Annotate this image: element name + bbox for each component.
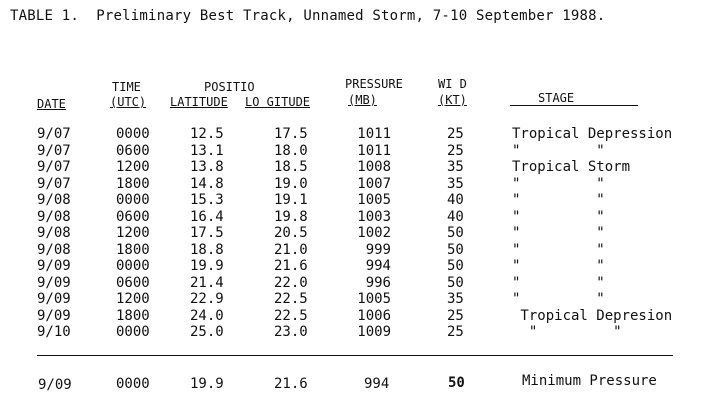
header-longitude: LO GITUDE	[245, 95, 311, 109]
cell-date: 9/09	[37, 274, 71, 291]
cell-time: 0000	[116, 258, 150, 274]
cell-stage: Tropical Depression	[512, 126, 673, 142]
cell-stage: " "	[512, 258, 605, 274]
cell-longitude: 17.5	[274, 126, 308, 142]
cell-longitude: 23.0	[274, 324, 308, 340]
cell-stage: Tropical Storm	[512, 159, 631, 175]
cell-time: 1800	[116, 241, 150, 258]
cell-longitude: 21.6	[274, 258, 308, 274]
summary-pressure: 994	[364, 376, 390, 392]
stage-underline	[510, 105, 638, 106]
cell-date: 9/07	[37, 126, 71, 142]
cell-pressure: 1003	[357, 208, 391, 225]
cell-stage: " "	[512, 225, 605, 241]
header-pressure-bottom: (MB)	[348, 93, 377, 107]
cell-latitude: 19.9	[190, 258, 224, 274]
cell-longitude: 22.5	[274, 291, 308, 307]
header-position: POSITIO	[204, 80, 255, 94]
cell-wind: 50	[447, 225, 464, 241]
cell-pressure: 1011	[357, 142, 391, 159]
cell-wind: 50	[447, 241, 464, 258]
cell-pressure: 1011	[357, 126, 391, 142]
cell-stage: Tropical Depresion	[512, 307, 673, 324]
cell-pressure: 1007	[357, 175, 391, 192]
cell-time: 1800	[116, 307, 150, 324]
cell-time: 1200	[116, 291, 150, 307]
header-wind-bottom: (KT)	[438, 93, 467, 107]
cell-stage: " "	[512, 142, 605, 159]
cell-date: 9/08	[37, 241, 71, 258]
cell-wind: 25	[447, 324, 464, 340]
cell-longitude: 19.8	[274, 208, 308, 225]
cell-time: 0600	[116, 208, 150, 225]
cell-pressure: 994	[365, 258, 391, 274]
cell-wind: 40	[447, 192, 464, 208]
cell-date: 9/07	[37, 175, 71, 192]
cell-date: 9/09	[37, 291, 71, 307]
cell-longitude: 19.1	[274, 192, 308, 208]
cell-date: 9/09	[37, 307, 71, 324]
summary-longitude: 21.6	[274, 376, 308, 392]
cell-date: 9/07	[37, 159, 71, 175]
cell-pressure: 1002	[357, 225, 391, 241]
header-latitude: LATITUDE	[170, 95, 228, 109]
summary-stage: Minimum Pressure	[522, 373, 657, 389]
cell-longitude: 20.5	[274, 225, 308, 241]
summary-time: 0000	[116, 376, 150, 392]
cell-time: 0000	[116, 126, 150, 142]
cell-pressure: 1005	[357, 192, 391, 208]
cell-date: 9/08	[37, 192, 71, 208]
header-time-bottom: (UTC)	[110, 95, 147, 109]
cell-latitude: 16.4	[190, 208, 224, 225]
cell-date: 9/08	[37, 225, 71, 241]
cell-wind: 35	[447, 175, 464, 192]
cell-wind: 50	[447, 274, 464, 291]
header-stage: STAGE	[538, 91, 575, 105]
cell-time: 0000	[116, 324, 150, 340]
cell-longitude: 18.0	[274, 142, 308, 159]
cell-longitude: 18.5	[274, 159, 308, 175]
summary-date: 9/09	[38, 377, 72, 393]
cell-wind: 25	[447, 126, 464, 142]
cell-longitude: 22.0	[274, 274, 308, 291]
cell-time: 1200	[116, 159, 150, 175]
cell-stage: " "	[512, 192, 605, 208]
cell-latitude: 22.9	[190, 291, 224, 307]
cell-time: 0600	[116, 274, 150, 291]
cell-stage: " "	[512, 324, 622, 340]
cell-latitude: 13.1	[190, 142, 224, 159]
cell-time: 1200	[116, 225, 150, 241]
cell-latitude: 21.4	[190, 274, 224, 291]
cell-latitude: 13.8	[190, 159, 224, 175]
cell-date: 9/07	[37, 142, 71, 159]
cell-date: 9/08	[37, 208, 71, 225]
cell-stage: " "	[512, 291, 605, 307]
cell-pressure: 999	[365, 241, 391, 258]
cell-longitude: 21.0	[274, 241, 308, 258]
cell-pressure: 1006	[357, 307, 391, 324]
summary-latitude: 19.9	[190, 376, 224, 392]
cell-longitude: 22.5	[274, 307, 308, 324]
cell-pressure: 1009	[357, 324, 391, 340]
summary-divider	[37, 355, 673, 356]
cell-pressure: 1005	[357, 291, 391, 307]
cell-longitude: 19.0	[274, 175, 308, 192]
header-time-top: TIME	[112, 80, 141, 94]
cell-wind: 35	[447, 291, 464, 307]
cell-pressure: 1008	[357, 159, 391, 175]
cell-latitude: 15.3	[190, 192, 224, 208]
cell-wind: 25	[447, 142, 464, 159]
cell-date: 9/10	[37, 324, 71, 340]
cell-latitude: 12.5	[190, 126, 224, 142]
cell-stage: " "	[512, 175, 605, 192]
cell-wind: 50	[447, 258, 464, 274]
cell-wind: 35	[447, 159, 464, 175]
cell-time: 0600	[116, 142, 150, 159]
cell-time: 1800	[116, 175, 150, 192]
header-pressure-top: PRESSURE	[345, 77, 403, 91]
cell-latitude: 25.0	[190, 324, 224, 340]
cell-latitude: 18.8	[190, 241, 224, 258]
cell-stage: " "	[512, 274, 605, 291]
cell-stage: " "	[512, 208, 605, 225]
cell-pressure: 996	[365, 274, 391, 291]
cell-latitude: 17.5	[190, 225, 224, 241]
cell-latitude: 14.8	[190, 175, 224, 192]
table-title: TABLE 1. Preliminary Best Track, Unnamed Storm, 7-10 September 1988.	[10, 8, 606, 24]
cell-latitude: 24.0	[190, 307, 224, 324]
header-date: DATE	[37, 97, 66, 111]
cell-time: 0000	[116, 192, 150, 208]
cell-wind: 40	[447, 208, 464, 225]
summary-wind: 50	[448, 375, 465, 391]
cell-stage: " "	[512, 241, 605, 258]
cell-date: 9/09	[37, 258, 71, 274]
cell-wind: 25	[447, 307, 464, 324]
header-wind-top: WI D	[438, 77, 467, 91]
